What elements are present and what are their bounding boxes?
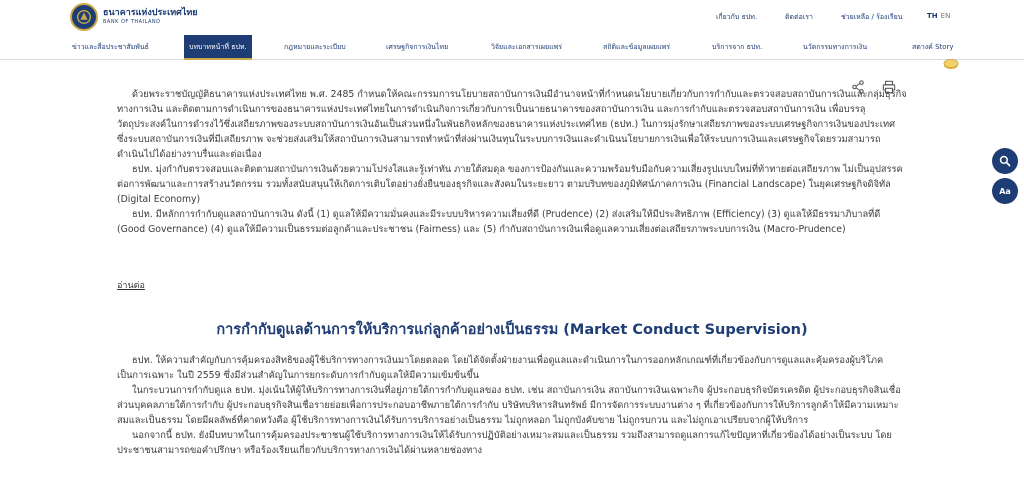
nav-item-services[interactable]: บริการจาก ธปท. [712,43,763,51]
nav-item-economy[interactable]: เศรษฐกิจการเงินไทย [386,43,449,51]
lang-th[interactable]: TH [927,12,938,20]
nav-item-research[interactable]: วิจัยและเอกสารเผยแพร่ [491,43,562,51]
nav-item-news[interactable]: ข่าวและสื่อประชาสัมพันธ์ [72,43,149,51]
market-conduct-section [117,353,907,458]
search-button[interactable] [992,148,1018,174]
language-switch [927,12,950,20]
market-conduct-paragraph-1: ธปท. ให้ความสำคัญกับการคุ้มครองสิทธิของผู้ใช้บริการทางการเงินมาโดยตลอด โดยได้จัดตั้งฝ่ายงานเพื่อดูแลและดำเนินการในการออกหลักเกณฑ์ที่เกี่ยวข้องกับการดูแลและคุ้มครองผู้บริโภคเป็นการเฉพาะ ในปี 2559 ซึ่งมีส่วนสำคัญในการยกระดับการกำกับดูแลให้มีความเข้มข้นขึ้น [117,355,884,381]
logo-english-name: BANK OF THAILAND [103,19,161,25]
intro-section [117,87,907,237]
util-link-about[interactable]: เกี่ยวกับ ธปท. [716,13,758,21]
intro-paragraph-3: ธปท. มีหลักการกำกับดูแลสถาบันการเงิน ดังนี้ (1) ดูแลให้มีความมั่นคงและมีระบบบริหารความเสี่ยงที่ดี (Prudence) (2) ส่งเสริมให้มีประสิทธิภาพ (Efficiency) (3) ดูแลให้มีธรรมาภิบาลที่ดี (Good Governance) (4) ดูแลให้มีความเป็นธรรมต่อลูกค้าและประชาชน (Fairness) และ (5) กำกับสถาบันการเงินเพื่อดูแลความเสี่ยงต่อเสถียรภาพระบบการเงิน (Macro-Prudence) [117,209,881,235]
util-link-contact[interactable]: ติดต่อเรา [785,13,813,21]
bot-seal-icon [70,3,98,31]
nav-item-statistics[interactable]: สถิติและข้อมูลเผยแพร่ [603,43,670,51]
market-conduct-paragraph-3: นอกจากนี้ ธปท. ยังมีบทบาทในการคุ้มครองประชาชนผู้ใช้บริการทางการเงินให้ได้รับการปฏิบัติอย่างเหมาะสมและเป็นธรรม รวมถึงสามารถดูแลการแก้ไขปัญหาที่เกี่ยวข้องได้อย่างเป็นระบบ โดยประชาชนสามารถขอคำปรึกษา หรือร้องเรียนเกี่ยวกับบริการทางการเงินได้ผ่านหลายช่องทาง [117,430,892,456]
bot-logo[interactable] [70,3,198,31]
nav-item-satang-story[interactable]: สตางค์ Story [912,43,954,51]
site-header [0,0,1024,35]
satang-coin-icon [942,57,960,71]
market-conduct-paragraph-2: ในกระบวนการกำกับดูแล ธปท. มุ่งเน้นให้ผู้ให้บริการทางการเงินที่อยู่ภายใต้การกำกับดูแลของ ธปท. เช่น สถาบันการเงิน สถาบันการเงินเฉพาะกิจ ผู้ประกอบธุรกิจบัตรเครดิต ผู้ประกอบธุรกิจสินเชื่อส่วนบุคคลภายใต้การกำกับ ผู้ประกอบธุรกิจสินเชื่อรายย่อยเพื่อการประกอบอาชีพภายใต้การกำกับ บริษัทบริหารสินทรัพย์ มีการจัดการระบบงานต่าง ๆ ที่เกี่ยวข้องกับการให้บริการลูกค้าให้มีความเหมาะสมและเป็นธรรม โดยมีผลลัพธ์ที่คาดหวังคือ ผู้ใช้บริการทางการเงินได้รับการบริการอย่างเป็นธรรม ไม่ถูกหลอก ไม่ถูกบังคับขาย ไม่ถูกรบกวน และไม่ถูกเอาเปรียบจากผู้ให้บริการ [117,385,901,426]
nav-item-innovation[interactable]: นวัตกรรมทางการเงิน [803,43,868,51]
lang-en[interactable]: EN [940,12,951,20]
search-icon [999,155,1011,167]
nav-item-laws[interactable]: กฎหมายและระเบียบ [284,43,346,51]
logo-thai-name: ธนาคารแห่งประเทศไทย [103,8,198,18]
market-conduct-title: การกำกับดูแลด้านการให้บริการแก่ลูกค้าอย่างเป็นธรรม (Market Conduct Supervision) [216,322,808,338]
font-size-button[interactable]: Aa [992,178,1018,204]
nav-item-roles[interactable]: บทบาทหน้าที่ ธปท. [184,35,252,60]
util-link-help[interactable]: ช่วยเหลือ / ร้องเรียน [841,13,903,21]
intro-paragraph-1: ด้วยพระราชบัญญัติธนาคารแห่งประเทศไทย พ.ศ. 2485 กำหนดให้คณะกรรมการนโยบายสถาบันการเงินมีอำนาจหน้าที่กำหนดนโยบายเกี่ยวกับการกำกับและตรวจสอบสถาบันการเงินและกลุ่มธุรกิจทางการเงิน และติดตามการดำเนินการของธนาคารแห่งประเทศไทยในการดำเนินกิจการเกี่ยวกับการเป็นนายธนาคารของสถาบันการเงิน และการกำกับและตรวจสอบสถาบันการเงิน เพื่อบรรลุวัตถุประสงค์ในการดำรงไว้ซึ่งเสถียรภาพของระบบสถาบันการเงินอันเป็นส่วนหนึ่งในพันธกิจหลักของธนาคารแห่งประเทศไทย (ธปท.) ในการมุ่งรักษาเสถียรภาพของระบบเศรษฐกิจการเงินของประเทศ ซึ่งระบบสถาบันการเงินที่มีเสถียรภาพ จะช่วยส่งเสริมให้สถาบันการเงินสามารถทำหน้าที่ส่งผ่านเงินทุนในระบบการเงินและดำเนินนโยบายการเงินเพื่อให้ระบบการเงินและเศรษฐกิจโดยรวมสามารถดำเนินไปได้อย่างราบรื่นและต่อเนื่อง [117,89,907,160]
main-nav [0,35,1024,60]
read-more-link[interactable]: อ่านต่อ [117,281,145,291]
intro-paragraph-2: ธปท. มุ่งกำกับตรวจสอบและติดตามสถาบันการเงินด้วยความโปร่งใสและรู้เท่าทัน ภายใต้สมดุล ของการป้องกันและความพร้อมรับมือกับความเสี่ยงรูปแบบใหม่ที่ท้าทายต่อเสถียรภาพ ไม่เป็นอุปสรรคต่อการพัฒนาและการสร้างนวัตกรรม รวมทั้งสนับสนุนให้เกิดการเติบโตอย่างยั่งยืนของธุรกิจและสังคมในระยะยาว ตามบริบทของภูมิทัศน์ภาคการเงิน (Financial Landscape) ในยุคเศรษฐกิจดิจิทัล (Digital Economy) [117,164,903,205]
